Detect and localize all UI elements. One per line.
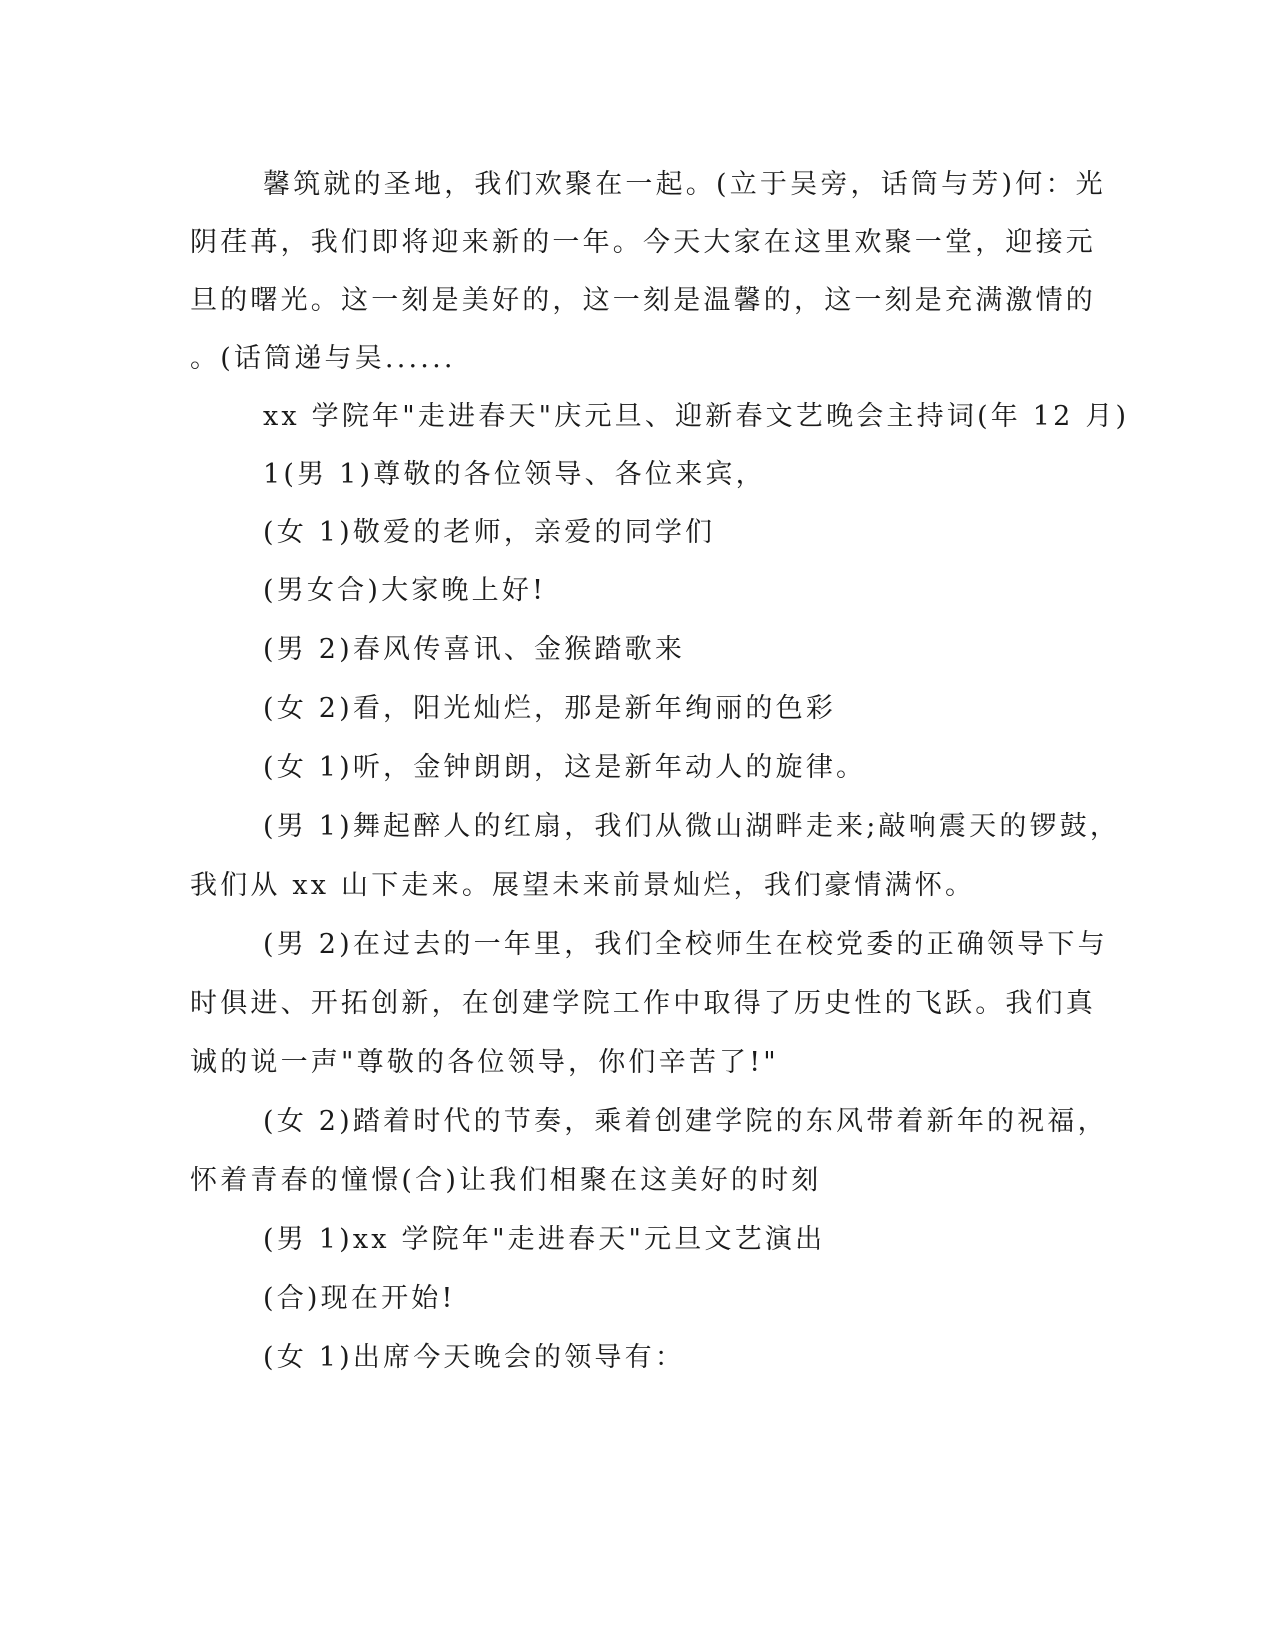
paragraph-line: (女 2)踏着时代的节奏，乘着创建学院的东风带着新年的祝福，: [263, 1106, 1108, 1137]
paragraph-line: (男 1)舞起醉人的红扇，我们从微山湖畔走来;敲响震天的锣鼓，: [263, 811, 1121, 842]
paragraph-line: (女 1)出席今天晚会的领导有：: [263, 1342, 686, 1373]
paragraph-line: (男 1)xx 学院年"走进春天"元旦文艺演出: [263, 1224, 826, 1255]
paragraph-line: (男 2)春风传喜讯、金猴踏歌来: [263, 634, 686, 665]
paragraph-line: 馨筑就的圣地，我们欢聚在一起。(立于吴旁，话筒与芳)何：光: [263, 169, 1106, 200]
paragraph-line: 阴荏苒，我们即将迎来新的一年。今天大家在这里欢聚一堂，迎接元: [190, 227, 1096, 258]
paragraph-line: (男 2)在过去的一年里，我们全校师生在校党委的正确领导下与: [263, 929, 1108, 960]
paragraph-line: (合)现在开始!: [263, 1283, 456, 1314]
paragraph-line: 诚的说一声"尊敬的各位领导，你们辛苦了!": [190, 1047, 779, 1078]
paragraph-line: 1(男 1)尊敬的各位领导、各位来宾，: [263, 459, 766, 490]
paragraph-line: (女 2)看，阳光灿烂，那是新年绚丽的色彩: [263, 693, 837, 724]
paragraph-line: 我们从 xx 山下走来。展望未来前景灿烂，我们豪情满怀。: [190, 870, 976, 901]
section-title: xx 学院年"走进春天"庆元旦、迎新春文艺晚会主持词(年 12 月): [263, 401, 1130, 432]
paragraph-line: 怀着青春的憧憬(合)让我们相聚在这美好的时刻: [190, 1165, 822, 1196]
paragraph-line: 。(话筒递与吴......: [190, 343, 456, 374]
paragraph-line: 旦的曙光。这一刻是美好的，这一刻是温馨的，这一刻是充满激情的: [190, 285, 1096, 316]
paragraph-line: (女 1)听，金钟朗朗，这是新年动人的旋律。: [263, 752, 867, 783]
paragraph-line: 时俱进、开拓创新，在创建学院工作中取得了历史性的飞跃。我们真: [190, 988, 1096, 1019]
paragraph-line: (女 1)敬爱的老师，亲爱的同学们: [263, 517, 716, 548]
paragraph-line: (男女合)大家晚上好!: [263, 575, 547, 606]
